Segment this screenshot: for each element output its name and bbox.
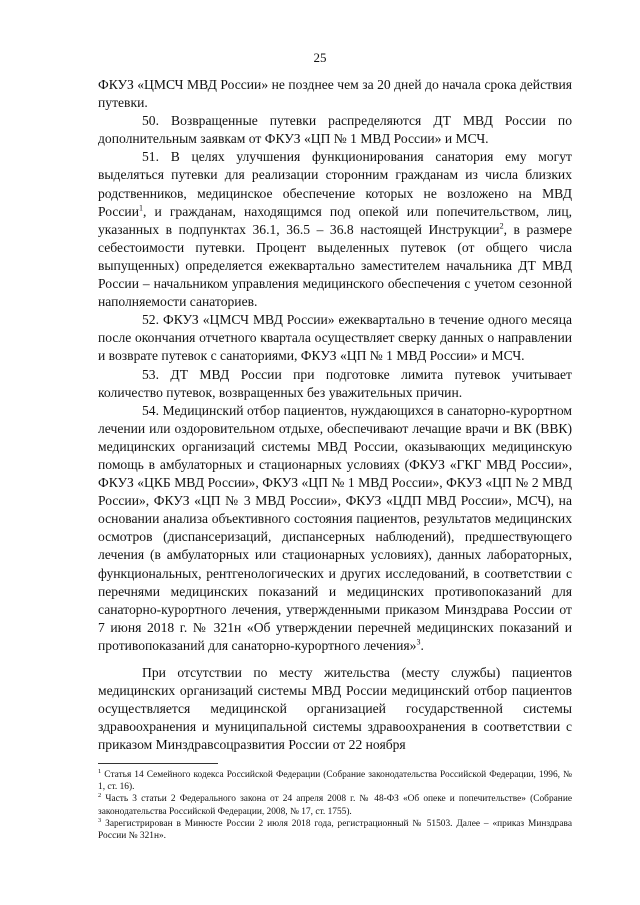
footnote-1 [98,769,572,793]
footnote-text: Часть 3 статьи 2 Федерального закона от 24 апреля 2008 г. № 48-ФЗ «Об опеке и попечительстве» (Собрание законодательства Российской Федерации, 2008, № 17, ст. 1755). [98,794,572,817]
paragraph-53: 53. ДТ МВД России при подготовке лимита путевок учитывает количество путевок, возвращенных без уважительных причин. [98,366,572,400]
footnote-mark: 1 [98,767,102,775]
footnote-separator [98,763,218,764]
paragraph-54-part-a: 54. Медицинский отбор пациентов, нуждающихся в санаторно-курортном лечении или оздоровительном отдыхе, обеспечивают лечащие врачи и ВК (ВВК) медицинских организаций системы МВД России, оказывающих медицинскую помощь в амбулаторных и стационарных условиях (ФКУЗ «ГКГ МВД России», ФКУЗ «ЦКБ МВД России», ФКУЗ «ЦП № 1 МВД России», ФКУЗ «ЦП № 2 МВД России», ФКУЗ «ЦП № 3 МВД России», ФКУЗ «ЦДП МВД России», МСЧ), на основании анализа объективного состояния пациентов, результатов медицинских осмотров (диспансеризаций, диспансерных наблюдений), предшествующего лечения (в амбулаторных или стационарных условиях), данных лабораторных, функциональных, рентгенологических и других исследований, в соответствии с перечнями медицинских показаний и медицинских противопоказаний для санаторно-курортного лечения, утвержденными приказом Минздрава России от 7 июня 2018 г. № 321н «Об утверждении перечней медицинских показаний и противопоказаний для санаторно-курортного лечения» [98,402,572,653]
body-text [98,76,572,754]
footnote-ref-2: 2 [499,221,504,231]
footnote-3 [98,818,572,842]
paragraph-50: 50. Возвращенные путевки распределяются ДТ МВД России по дополнительным заявкам от ФКУЗ «ЦП № 1 МВД России» и МСЧ. [98,113,572,147]
footnote-text: Зарегистрирован в Минюсте России 2 июля 2018 года, регистрационный № 51503. Далее – «приказ Минздрава России № 321н». [98,818,572,842]
footnotes [98,769,572,842]
paragraph-54-part-b: . [420,637,424,653]
paragraph-51-part-b: , и гражданам, находящимся под опекой или попечительством, лиц, указанных в подпунктах 36.1, 36.5 – 36.8 настоящей Инструкции [98,203,572,237]
footnote-text: Статья 14 Семейного кодекса Российской Федерации (Собрание законодательства Российской Федерации, 1996, № 1, ст. 16). [98,770,572,793]
paragraph-51-part-c: , в размере себестоимости путевки. Процент выделенных путевок (от общего числа выпущенных) определяется ежеквартально заместителем начальника ДТ МВД России – начальником управления медицинского обеспечения с учетом сезонной наполняемости санаториев. [98,221,572,310]
footnote-2 [98,793,572,817]
page-number: 25 [313,50,327,65]
paragraph-51 [98,148,572,311]
footnote-mark: 3 [98,816,102,824]
paragraph-52: 52. ФКУЗ «ЦМСЧ МВД России» ежеквартально в течение одного месяца после окончания отчетного квартала осуществляет сверку данных о направлении и возврате путевок с санаториями, ФКУЗ «ЦП № 1 МВД России» и МСЧ. [98,312,572,364]
footnote-ref-1: 1 [138,203,143,213]
footnote-ref-3: 3 [416,637,421,647]
paragraph-continuation: ФКУЗ «ЦМСЧ МВД России» не позднее чем за 20 дней до начала срока действия путевки. [98,77,572,111]
paragraph-51-part-a: 51. В целях улучшения функционирования санатория ему могут выделяться путевки для реализации сторонним гражданам из числа близких родственников, медицинское обеспечение которых не возложено на МВД России [98,149,572,219]
footnote-mark: 2 [98,792,102,800]
paragraph-54 [98,402,572,655]
paragraph-medical-selection-absence: При отсутствии по месту жительства (месту службы) пациентов медицинских организаций системы МВД России медицинский отбор пациентов осуществляется медицинской организацией государственной системы здравоохранения и муниципальной системы здравоохранения в соответствии с приказом Минздравсоцразвития России от 22 ноября [98,665,572,753]
